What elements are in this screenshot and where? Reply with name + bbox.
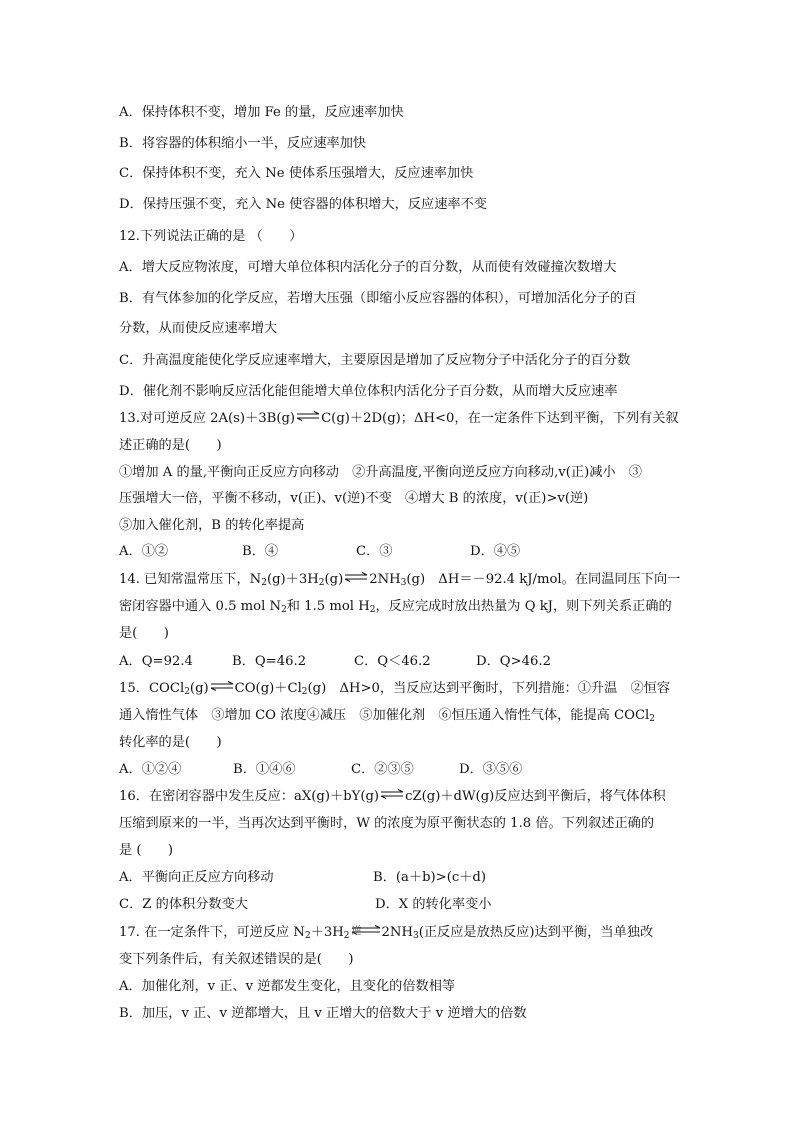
q16-option-d: D．X 的转化率变小 bbox=[375, 897, 492, 912]
q12-option-c: C．升高温度能使化学反应速率增大，主要原因是增加了反应物分子中活化分子的百分数 bbox=[119, 353, 631, 368]
equilibrium-arrow-icon bbox=[210, 681, 234, 691]
q13-option-a: A．①② bbox=[119, 544, 169, 559]
q12-stem: 12.下列说法正确的是 （ ） bbox=[119, 229, 303, 244]
q17-option-a: A．加催化剂，v 正、v 逆都发生变化，且变化的倍数相等 bbox=[119, 979, 456, 994]
q14-option-a: A．Q=92.4 bbox=[119, 654, 193, 669]
q13-statement-line3: ⑤加入催化剂，B 的转化率提高 bbox=[119, 518, 305, 533]
q14-text-c: (g) bbox=[324, 572, 344, 587]
q17-arrow-wrap bbox=[350, 924, 382, 942]
subscript: 2 bbox=[301, 687, 308, 697]
q15-option-d: D．③⑤⑥ bbox=[459, 762, 523, 777]
q17-stem-line2: 变下列条件后，有关叙述错误的是( ) bbox=[119, 952, 354, 967]
q16-option-b: B．(a＋b)>(c＋d) bbox=[373, 870, 487, 885]
q13-stem-post: C(g)＋2D(g)；ΔH<0，在一定条件下达到平衡，下列有关叙 bbox=[321, 411, 679, 426]
q11-option-d: D．保持压强不变，充入 Ne 使容器的体积增大，反应速率不变 bbox=[119, 197, 487, 212]
q14-stem-line2 bbox=[119, 598, 672, 619]
q14-option-d: D．Q>46.2 bbox=[476, 654, 551, 669]
subscript: 2 bbox=[649, 714, 655, 724]
subscript: 2 bbox=[304, 931, 311, 941]
q16-options-row2 bbox=[119, 896, 679, 914]
q11-option-a: A．保持体积不变，增加 Fe 的量，反应速率加快 bbox=[119, 105, 404, 120]
subscript: 2 bbox=[318, 578, 325, 588]
q14-text-a: 14. 已知常温常压下，N bbox=[119, 572, 262, 587]
q15-option-b: B．①④⑥ bbox=[233, 762, 296, 777]
q13-option-d: D．④⑤ bbox=[470, 544, 521, 559]
q13-stem-pre: 13.对可逆反应 2A(s)＋3B(g) bbox=[119, 411, 296, 426]
q14-option-c: C．Q＜46.2 bbox=[354, 654, 431, 669]
q17-option-b: B．加压，v 正、v 逆都增大，且 v 正增大的倍数大于 v 逆增大的倍数 bbox=[119, 1006, 527, 1021]
q14-text-g: 和 1.5 mol H bbox=[286, 599, 370, 614]
q16-option-a: A．平衡向正反应方向移动 bbox=[119, 870, 274, 885]
q15-text-c: CO(g)＋Cl bbox=[234, 681, 302, 696]
q12-option-a: A．增大反应物浓度，可增大单位体积内活化分子的百分数，从而使有效碰撞次数增大 bbox=[119, 260, 617, 275]
equilibrium-arrow-icon bbox=[344, 572, 368, 582]
q17-stem-line1 bbox=[119, 924, 653, 945]
q15-option-c: C．②③⑤ bbox=[351, 762, 414, 777]
q15-option-a: A．①②④ bbox=[119, 762, 182, 777]
q14-options-row bbox=[119, 653, 679, 671]
q12-option-b-line2: 分数，从而使反应速率增大 bbox=[119, 321, 278, 336]
subscript: 3 bbox=[412, 931, 419, 941]
q17-text-b: ＋3H bbox=[310, 925, 344, 940]
q13-stem-line2: 述正确的是( ) bbox=[119, 438, 222, 453]
q11-option-c: C．保持体积不变，充入 Ne 使体系压强增大，反应速率加快 bbox=[119, 166, 474, 181]
arrow-overlay-char: 逆 bbox=[351, 926, 362, 937]
equilibrium-arrow-icon bbox=[296, 411, 320, 421]
q14-text-e: (g) ΔH＝－92.4 kJ/mol。在同温同压下向一 bbox=[406, 572, 681, 587]
q15-stem-line1 bbox=[119, 680, 670, 701]
subscript: 2 bbox=[369, 605, 376, 615]
q14-text-b: (g)＋3H bbox=[266, 572, 319, 587]
q15-options-row bbox=[119, 761, 679, 779]
q17-text-a: 17. 在一定条件下，可逆反应 N bbox=[119, 925, 305, 940]
q15-text-b: (g) bbox=[189, 681, 209, 696]
q12-option-b-line1: B．有气体参加的化学反应，若增大压强（即缩小反应容器的体积），可增加活化分子的百 bbox=[119, 291, 637, 306]
q12-option-d: D．催化剂不影响反应活化能但能增大单位体积内活化分子百分数，从而增大反应速率 bbox=[119, 384, 618, 399]
q15-text-a: 15．COCl bbox=[119, 681, 185, 696]
q14-text-h: ，反应完成时放出热量为 Q kJ，则下列关系正确的 bbox=[375, 599, 672, 614]
q16-stem-line2: 压缩到原来的一半，当再次达到平衡时，W 的浓度为原平衡状态的 1.8 倍。下列叙述正确的 bbox=[119, 816, 655, 831]
q14-stem-line1 bbox=[119, 571, 680, 592]
q15-stem-line3: 转化率的是( ) bbox=[119, 735, 222, 750]
q13-options-row bbox=[119, 543, 679, 561]
q13-stem-line1 bbox=[119, 410, 679, 428]
q16-options-row1 bbox=[119, 869, 679, 887]
q14-stem-line3: 是( ) bbox=[119, 626, 169, 641]
q15-stem-line2 bbox=[119, 707, 655, 728]
subscript: 2 bbox=[184, 687, 190, 697]
subscript: 2 bbox=[343, 931, 350, 941]
q13-option-b: B．④ bbox=[242, 544, 279, 559]
subscript: 3 bbox=[400, 578, 407, 588]
q17-text-d: (正反应是放热反应)达到平衡，当单独改 bbox=[418, 925, 654, 940]
q13-statement-line1: ①增加 A 的量,平衡向正反应方向移动 ②升高温度,平衡向逆反应方向移动,v(正)减小 ③ bbox=[119, 465, 642, 480]
q16-stem-line1 bbox=[119, 788, 666, 806]
q14-text-d: 2NH bbox=[369, 572, 401, 587]
equilibrium-arrow-icon bbox=[380, 789, 404, 799]
q16-option-c: C．Z 的体积分数变大 bbox=[119, 897, 248, 912]
subscript: 2 bbox=[261, 578, 267, 588]
q13-option-c: C．③ bbox=[356, 544, 393, 559]
q13-statement-line2: 压强增大一倍，平衡不移动，v(正)、v(逆)不变 ④增大 B 的浓度，v(正)>v(逆) bbox=[119, 491, 589, 506]
q14-option-b: B．Q=46.2 bbox=[232, 654, 307, 669]
q15-text-d: (g) ΔH>0，当反应达到平衡时，下列措施：①升温 ②恒容 bbox=[307, 681, 671, 696]
q16-stem-line3: 是 ( ) bbox=[119, 843, 174, 858]
subscript: 2 bbox=[281, 605, 287, 615]
q16-text-b: cZ(g)＋dW(g)反应达到平衡后，将气体体积 bbox=[405, 789, 666, 804]
q14-text-f: 密闭容器中通入 0.5 mol N bbox=[119, 599, 282, 614]
q11-option-b: B．将容器的体积缩小一半，反应速率加快 bbox=[119, 136, 367, 151]
q17-text-c: 2NH bbox=[381, 925, 413, 940]
q15-text-e: 通入惰性气体 ③增加 CO 浓度④减压 ⑤加催化剂 ⑥恒压通入惰性气体，能提高 COCl bbox=[119, 708, 650, 723]
q16-text-a: 16．在密闭容器中发生反应：aX(g)＋bY(g) bbox=[119, 789, 380, 804]
